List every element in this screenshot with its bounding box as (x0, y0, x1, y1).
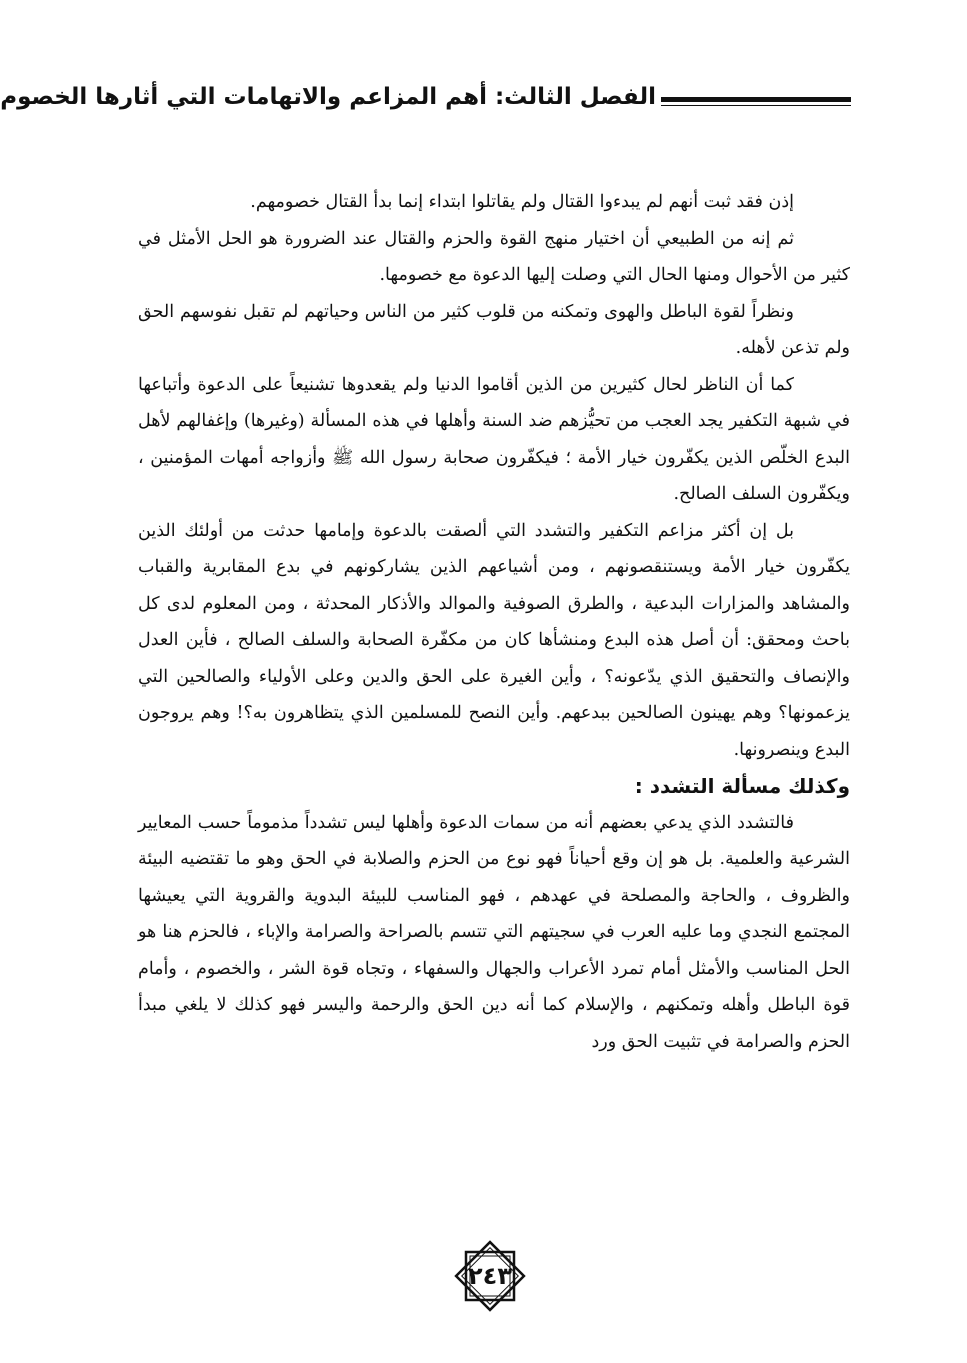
page-number: ٢٤٣ (468, 1262, 512, 1290)
header-rule (661, 97, 851, 102)
paragraph-4: كما أن الناظر لحال كثيرين من الذين أقاموا الدنيا ولم يقعدوها تشنيعاً على الدعوة وأتباعها في شبهة التكفير يجد العجب من تحيُّزهم ضد السنة وأهلها في هذه المسألة (وغيرها) وإغفالهم لأهل البدع الخلّص الذين يكفّرون خيار الأمة ؛ فيكفّرون صحابة رسول الله ﷺ وأزواجه أمهات المؤمنين ، ويكفّرون السلف الصالح. (138, 374, 850, 504)
paragraph-1: إذن فقد ثبت أنهم لم يبدءوا القتال ولم يقاتلوا ابتداء إنما بدأ القتال خصومهم. (250, 192, 794, 212)
running-header (0, 80, 851, 114)
paragraph-6: فالتشدد الذي يدعي بعضهم أنه من سمات الدعوة وأهلها ليس تشدداً مذموماً حسب المعايير الشرعية والعلمية. بل هو إن وقع أحياناً فهو نوع من الحزم والصلابة في الحق وهو ما تقتضيه البيئة والظروف ، والحاجة والمصلحة في عهدهم ، فهو المناسب للبيئة البدوية والقروية التي يعيشها المجتمع النجدي وما عليه العرب في سجيتهم التي تتسم بالصراحة والصرامة والإباء ، فالحزم هنا هو الحل المناسب والأمثل أمام تمرد الأعراب والجهال والسفهاء ، وتجاه قوة الشر ، والخصوم ، وأمام قوة الباطل وأهله وتمكنهم ، والإسلام كما أنه دين الحق والرحمة واليسر فهو كذلك لا يلغي مبدأ الحزم والصرامة في تثبيت الحق ورد (138, 812, 850, 1052)
paragraph-2: ثم إنه من الطبيعي أن اختيار منهج القوة والحزم والقتال عند الضرورة هو الحل الأمثل في كثير من الأحوال ومنها الحال التي وصلت إليها الدعوة مع خصومها. (138, 228, 850, 285)
paragraph-3: ونظراً لقوة الباطل والهوى وتمكنه من قلوب كثير من الناس وحياتهم لم تقبل نفوسهم الحق ولم تذعن لأهله. (138, 301, 850, 358)
header-rule-thin (661, 105, 851, 106)
page-body (138, 184, 850, 1060)
section-heading: وكذلك مسألة التشدد : (634, 774, 850, 798)
chapter-title: الفصل الثالث: أهم المزاعم والاتهامات التي أثارها الخصوم (0, 84, 656, 110)
paragraph-5: بل إن أكثر مزاعم التكفير والتشدد التي ألصقت بالدعوة وإمامها حدثت من أولئك الذين يكفّرون خيار الأمة ويستنقصونهم ، ومن أشياعهم الذين يشاركونهم في بدع المقابرية والقباب والمشاهد والمزارات البدعية ، والطرق الصوفية والموالد والأذكار المحدثة ، ومن المعلوم لدى كل باحث ومحقق: أن أصل هذه البدع ومنشأها كان من مكفّرة الصحابة والسلف الصالح ، فأين العدل والإنصاف والتحقيق الذي يدّعونه؟ ، وأين الغيرة على الحق والدين وعلى الأولياء والصالحين التي يزعمونها؟ وهم يهينون الصالحين ببدعهم. وأين النصح للمسلمين الذي يتظاهرون به؟! وهم يروجون البدع وينصرونها. (138, 520, 850, 760)
page-number-ornament (450, 1236, 530, 1316)
